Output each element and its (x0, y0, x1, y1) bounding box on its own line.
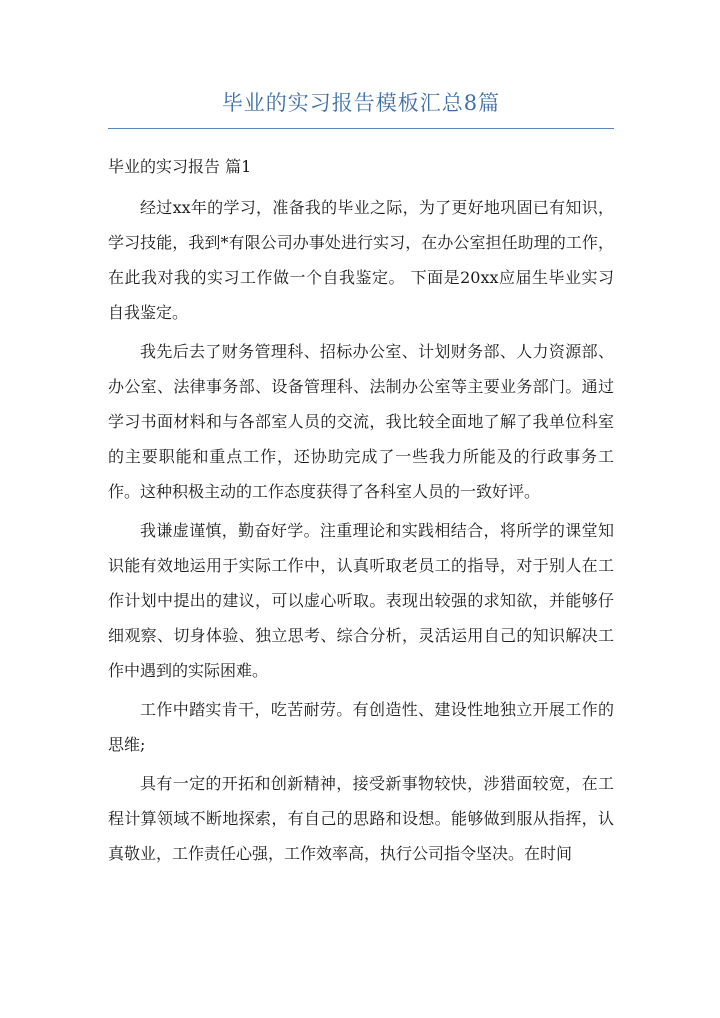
title-underline (108, 128, 614, 129)
paragraph-1: 经过xx年的学习，准备我的毕业之际，为了更好地巩固已有知识，学习技能，我到*有限公司办事处进行实习，在办公室担任助理的工作，在此我对我的实习工作做一个自我鉴定。 下面是20xx应届生毕业实习自我鉴定。 (108, 198, 614, 322)
paragraph-4: 工作中踏实肯干，吃苦耐劳。有创造性、建设性地独立开展工作的思维; (108, 700, 614, 754)
paragraph-5: 具有一定的开拓和创新精神，接受新事物较快，涉猎面较宽，在工程计算领域不断地探索，有自己的思路和设想。能够做到服从指挥，认真敬业，工作责任心强，工作效率高，执行公司指令坚决。在时间 (108, 774, 614, 863)
document-title: 毕业的实习报告模板汇总8篇 (221, 91, 501, 115)
paragraph-3: 我谦虚谨慎，勤奋好学。注重理论和实践相结合，将所学的课堂知识能有效地运用于实际工作中，认真听取老员工的指导，对于别人在工作计划中提出的建议，可以虚心听取。表现出较强的求知欲，并能够仔细观察、切身体验、独立思考、综合分析，灵活运用自己的知识解决工作中遇到的实际困难。 (108, 521, 614, 680)
section-heading: 毕业的实习报告 篇1 (108, 157, 252, 176)
body-text (108, 190, 614, 871)
paragraph-2: 我先后去了财务管理科、招标办公室、计划财务部、人力资源部、办公室、法律事务部、设备管理科、法制办公室等主要业务部门。通过学习书面材料和与各部室人员的交流，我比较全面地了解了我单位科室的主要职能和重点工作，还协助完成了一些我力所能及的行政事务工作。这种积极主动的工作态度获得了各科室人员的一致好评。 (108, 342, 614, 501)
